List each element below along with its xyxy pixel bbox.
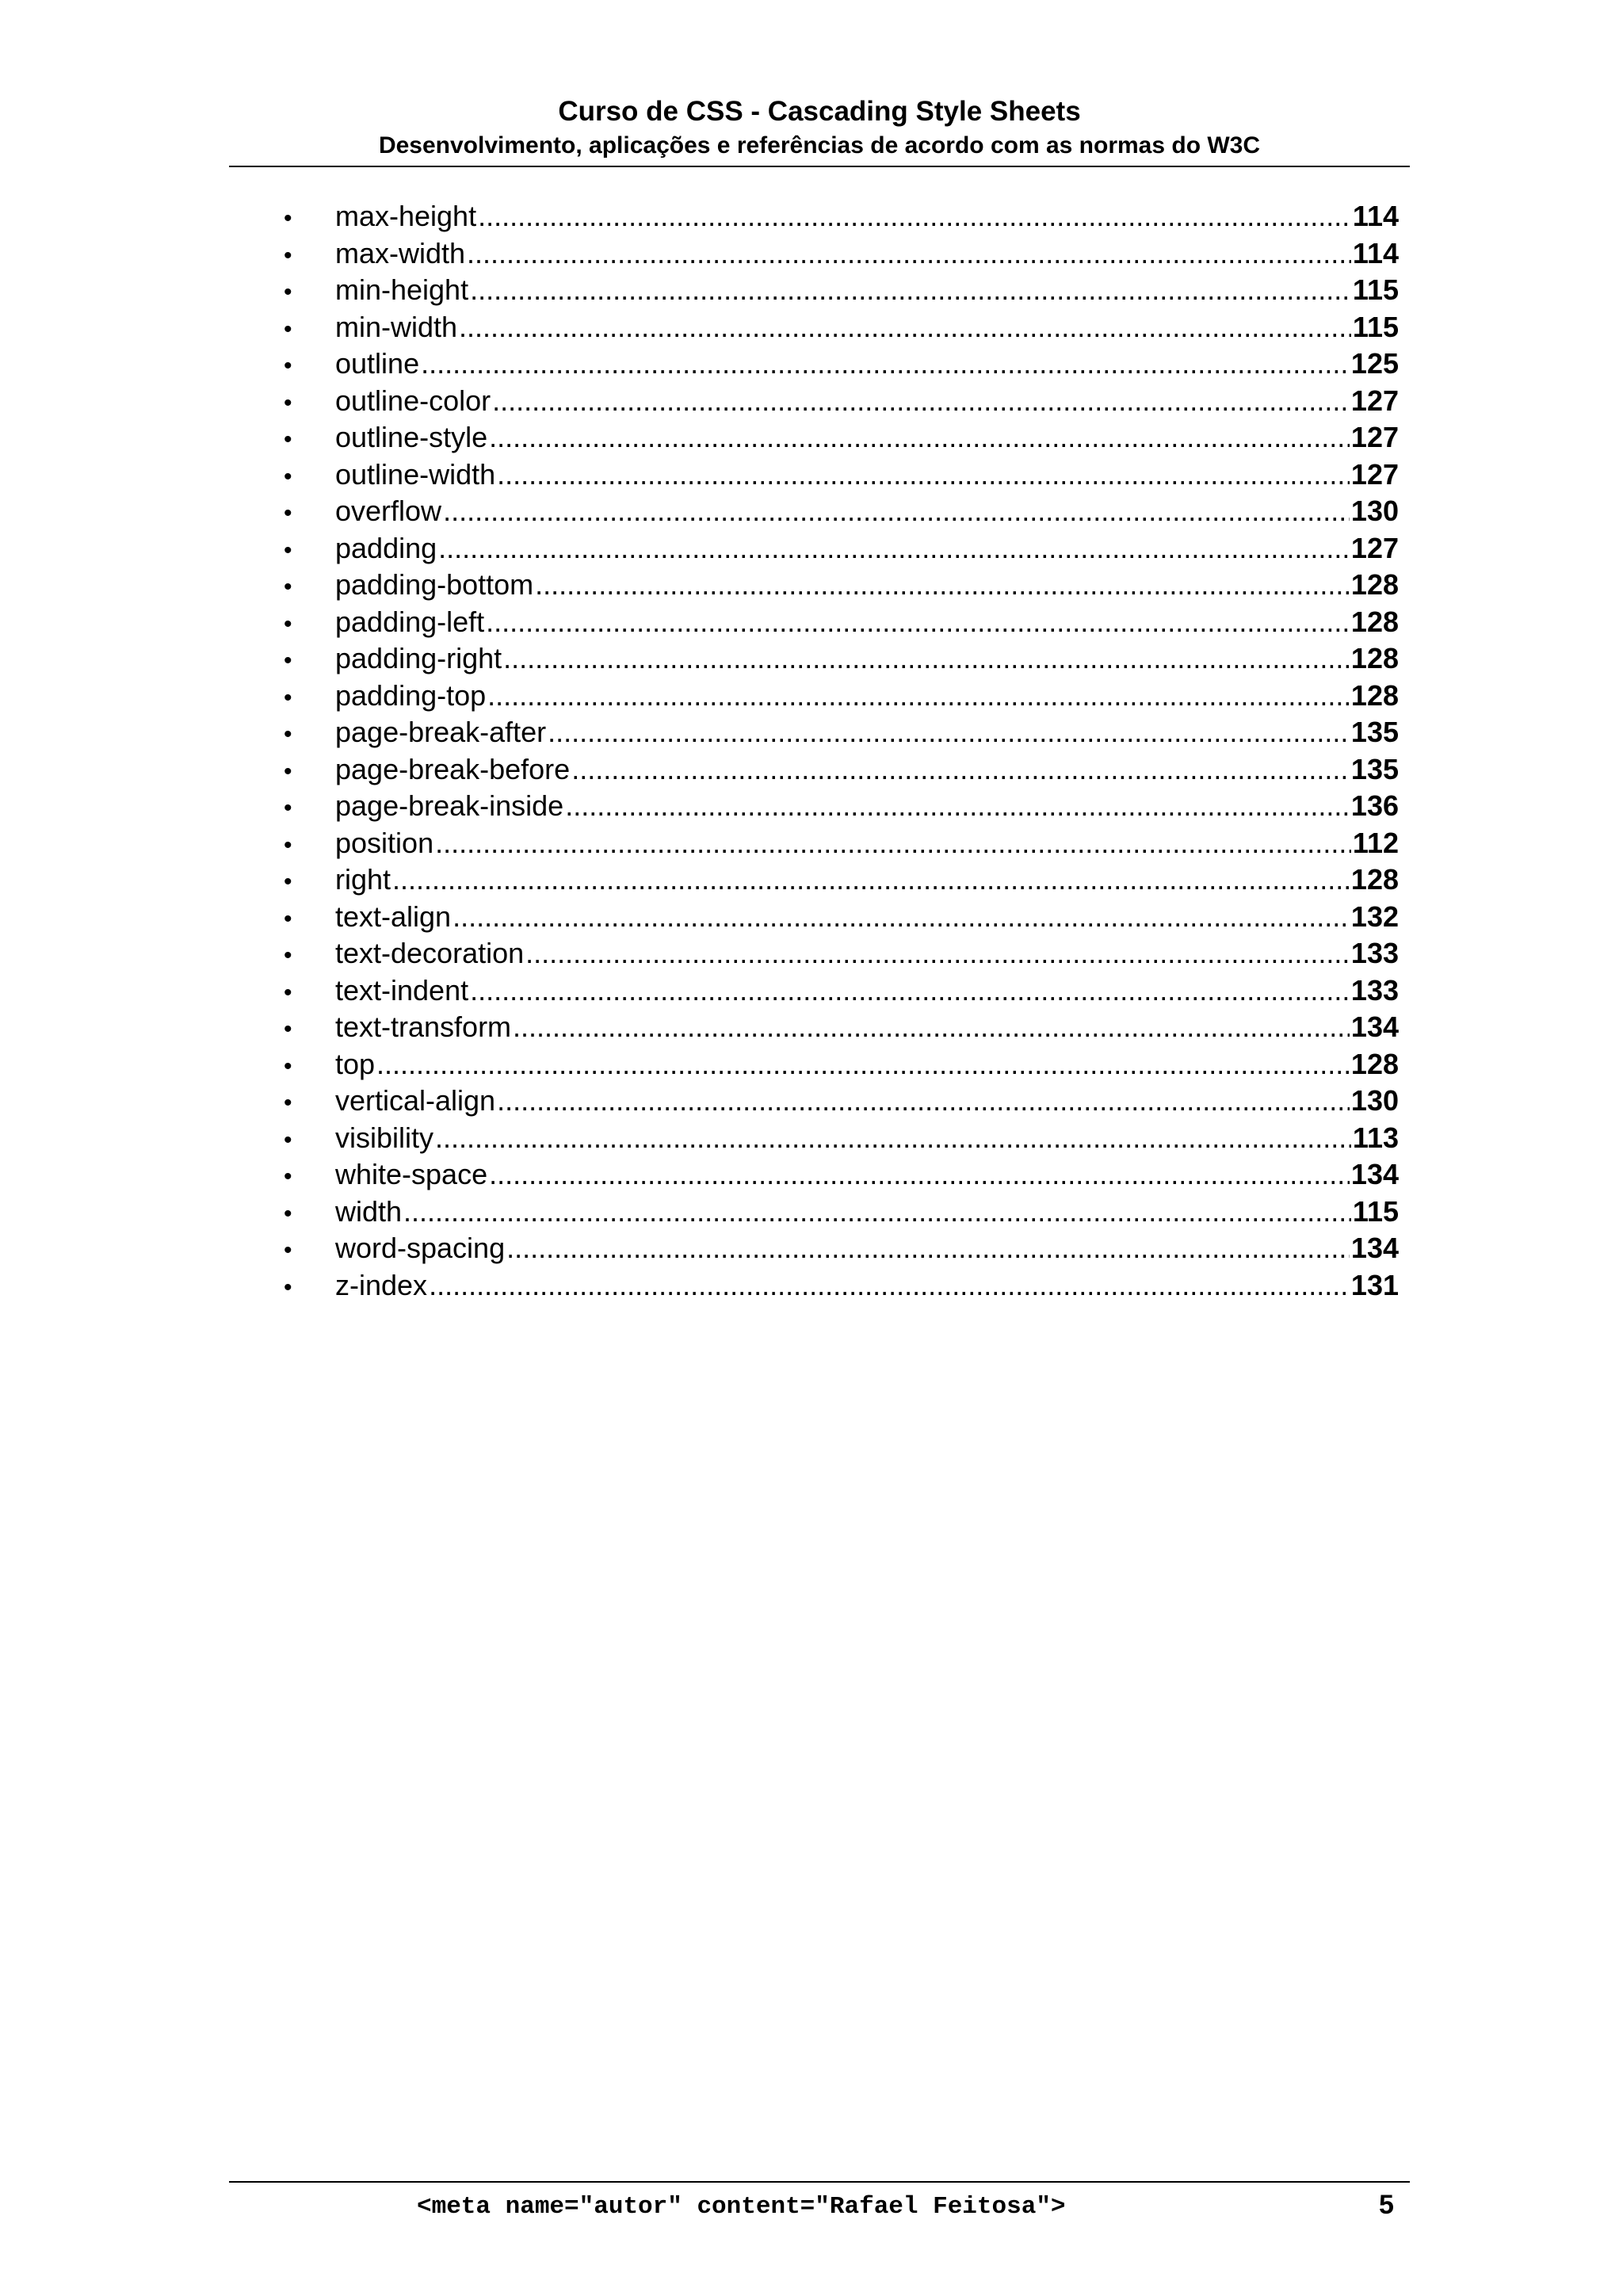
toc-entry[interactable] — [281, 309, 1399, 346]
toc-entry-name: page-break-inside — [335, 789, 564, 822]
bullet-icon: • — [284, 279, 292, 305]
table-of-contents — [281, 198, 1399, 1304]
toc-entry-name: outline-width — [335, 457, 496, 491]
toc-entry[interactable] — [281, 1156, 1399, 1194]
dot-leader — [453, 899, 1350, 935]
toc-entry-name: min-width — [335, 310, 458, 343]
dot-leader — [492, 383, 1350, 419]
toc-entry-page: 132 — [1350, 900, 1399, 933]
toc-entry-page: 134 — [1350, 1158, 1399, 1190]
document-title: Curso de CSS - Cascading Style Sheets — [558, 96, 1081, 127]
toc-entry[interactable] — [281, 751, 1399, 789]
toc-entry-page: 134 — [1350, 1010, 1399, 1043]
dot-leader — [525, 935, 1350, 972]
dot-leader — [478, 198, 1351, 235]
toc-entry-page: 115 — [1352, 273, 1399, 306]
toc-entry-page: 135 — [1350, 716, 1399, 748]
toc-entry[interactable] — [281, 1120, 1399, 1157]
toc-entry-name: padding — [335, 531, 437, 564]
toc-entry-name: padding-right — [335, 642, 502, 674]
toc-entry-name: max-width — [335, 236, 466, 269]
toc-entry[interactable] — [281, 714, 1399, 751]
bullet-icon: • — [284, 758, 292, 785]
toc-entry-name: white-space — [335, 1158, 488, 1190]
toc-entry[interactable] — [281, 235, 1399, 273]
dot-leader — [459, 309, 1351, 346]
dot-leader — [489, 419, 1350, 456]
dot-leader — [429, 1267, 1350, 1304]
toc-entry-name: padding-bottom — [335, 568, 534, 601]
dot-leader — [470, 972, 1350, 1009]
dot-leader — [513, 1009, 1350, 1045]
dot-leader — [376, 1046, 1350, 1083]
dot-leader — [503, 640, 1350, 677]
bullet-icon: • — [284, 831, 292, 858]
toc-entry-page: 127 — [1350, 384, 1399, 417]
toc-entry-name: text-decoration — [335, 937, 525, 969]
bullet-icon: • — [284, 1274, 292, 1301]
header-divider — [229, 166, 1410, 167]
toc-entry[interactable] — [281, 1046, 1399, 1083]
footer-author-meta: <meta name="autor" content="Rafael Feitosa"> — [417, 2193, 1066, 2221]
footer-divider — [229, 2181, 1410, 2183]
toc-entry[interactable] — [281, 604, 1399, 641]
bullet-icon: • — [284, 537, 292, 563]
toc-entry-name: page-break-after — [335, 716, 547, 748]
toc-entry[interactable] — [281, 678, 1399, 715]
bullet-icon: • — [284, 721, 292, 747]
toc-entry[interactable] — [281, 935, 1399, 972]
toc-entry-name: overflow — [335, 495, 442, 527]
toc-entry-name: outline-color — [335, 384, 491, 417]
toc-entry-page: 128 — [1350, 605, 1399, 638]
dot-leader — [565, 788, 1350, 824]
dot-leader — [548, 714, 1350, 751]
dot-leader — [497, 1083, 1350, 1119]
page-number: 5 — [1379, 2190, 1394, 2220]
toc-entry[interactable] — [281, 457, 1399, 494]
bullet-icon: • — [284, 648, 292, 674]
toc-entry[interactable] — [281, 198, 1399, 235]
bullet-icon: • — [284, 1052, 292, 1079]
toc-entry-page: 128 — [1350, 863, 1399, 896]
bullet-icon: • — [284, 353, 292, 379]
toc-entry-page: 115 — [1352, 1194, 1399, 1228]
toc-entry-name: right — [335, 863, 391, 896]
toc-entry-page: 128 — [1350, 678, 1399, 712]
toc-entry[interactable] — [281, 493, 1399, 530]
toc-entry-name: width — [335, 1194, 403, 1228]
bullet-icon: • — [284, 905, 292, 932]
toc-entry[interactable] — [281, 899, 1399, 936]
toc-entry-page: 127 — [1350, 421, 1399, 453]
toc-entry-page: 133 — [1350, 973, 1399, 1007]
dot-leader — [506, 1230, 1350, 1266]
toc-entry-page: 133 — [1350, 937, 1399, 969]
dot-leader — [470, 272, 1351, 308]
toc-entry-page: 128 — [1350, 1047, 1399, 1080]
dot-leader — [403, 1194, 1351, 1230]
toc-entry[interactable] — [281, 272, 1399, 309]
bullet-icon: • — [284, 1126, 292, 1153]
bullet-icon: • — [284, 684, 292, 711]
dot-leader — [467, 235, 1351, 272]
toc-entry-name: page-break-before — [335, 752, 571, 785]
toc-entry[interactable] — [281, 383, 1399, 420]
toc-entry[interactable] — [281, 788, 1399, 825]
toc-entry-page: 115 — [1352, 310, 1399, 343]
toc-entry-name: position — [335, 826, 434, 859]
dot-leader — [489, 1156, 1350, 1193]
toc-entry-name: top — [335, 1047, 376, 1080]
toc-entry-name: vertical-align — [335, 1084, 496, 1117]
toc-entry-page: 130 — [1350, 495, 1399, 527]
toc-entry[interactable] — [281, 1267, 1399, 1305]
toc-entry-name: visibility — [335, 1121, 434, 1154]
toc-entry-page: 128 — [1350, 568, 1399, 601]
bullet-icon: • — [284, 426, 292, 453]
toc-entry-name: outline-style — [335, 421, 488, 453]
bullet-icon: • — [284, 1090, 292, 1116]
toc-entry-page: 127 — [1350, 457, 1399, 491]
toc-entry[interactable] — [281, 419, 1399, 457]
toc-entry-name: word-spacing — [335, 1232, 506, 1264]
toc-entry-page: 112 — [1352, 826, 1399, 859]
dot-leader — [486, 604, 1350, 640]
toc-entry-page: 131 — [1350, 1268, 1399, 1301]
toc-entry-name: z-index — [335, 1268, 428, 1301]
toc-entry[interactable] — [281, 1009, 1399, 1046]
toc-entry-page: 113 — [1352, 1121, 1399, 1154]
toc-entry-page: 127 — [1350, 531, 1399, 564]
dot-leader — [571, 751, 1350, 788]
toc-entry-page: 136 — [1350, 789, 1399, 822]
bullet-icon: • — [284, 574, 292, 600]
bullet-icon: • — [284, 500, 292, 526]
dot-leader — [443, 493, 1350, 529]
toc-entry-name: max-height — [335, 200, 477, 232]
toc-entry-page: 114 — [1352, 236, 1399, 269]
bullet-icon: • — [284, 205, 292, 231]
toc-entry-page: 135 — [1350, 752, 1399, 785]
toc-entry-name: padding-top — [335, 678, 487, 712]
bullet-icon: • — [284, 979, 292, 1006]
toc-entry-page: 130 — [1350, 1084, 1399, 1117]
toc-entry[interactable] — [281, 1194, 1399, 1231]
toc-entry-name: padding-left — [335, 605, 485, 638]
toc-entry[interactable] — [281, 861, 1399, 899]
toc-entry[interactable] — [281, 972, 1399, 1010]
toc-entry-name: min-height — [335, 273, 469, 306]
toc-entry-name: text-align — [335, 900, 452, 933]
dot-leader — [438, 530, 1350, 567]
bullet-icon: • — [284, 795, 292, 821]
document-subtitle: Desenvolvimento, aplicações e referências de acordo com as normas do W3C — [378, 132, 1261, 159]
toc-entry-name: text-transform — [335, 1010, 512, 1043]
bullet-icon: • — [284, 1237, 292, 1263]
bullet-icon: • — [284, 389, 292, 416]
dot-leader — [535, 567, 1350, 603]
bullet-icon: • — [284, 869, 292, 895]
toc-entry[interactable] — [281, 640, 1399, 678]
dot-leader — [497, 457, 1350, 493]
toc-entry[interactable] — [281, 346, 1399, 383]
bullet-icon: • — [284, 1016, 292, 1042]
toc-entry-page: 128 — [1350, 642, 1399, 674]
toc-entry[interactable] — [281, 1230, 1399, 1267]
bullet-icon: • — [284, 242, 292, 269]
dot-leader — [487, 678, 1350, 714]
bullet-icon: • — [284, 1200, 292, 1227]
toc-entry[interactable] — [281, 1083, 1399, 1120]
dot-leader — [435, 1120, 1351, 1156]
dot-leader — [435, 825, 1351, 861]
toc-entry-page: 134 — [1350, 1232, 1399, 1264]
toc-entry-page: 125 — [1350, 347, 1399, 380]
dot-leader — [421, 346, 1350, 382]
toc-entry-page: 114 — [1352, 200, 1399, 232]
bullet-icon: • — [284, 610, 292, 637]
toc-entry[interactable] — [281, 825, 1399, 862]
page-header — [229, 94, 1410, 162]
bullet-icon: • — [284, 942, 292, 968]
toc-entry-name: outline — [335, 347, 420, 380]
bullet-icon: • — [284, 1163, 292, 1190]
toc-entry[interactable] — [281, 567, 1399, 604]
bullet-icon: • — [284, 463, 292, 490]
dot-leader — [392, 861, 1350, 898]
bullet-icon: • — [284, 315, 292, 342]
toc-entry-name: text-indent — [335, 973, 469, 1007]
toc-entry[interactable] — [281, 530, 1399, 567]
